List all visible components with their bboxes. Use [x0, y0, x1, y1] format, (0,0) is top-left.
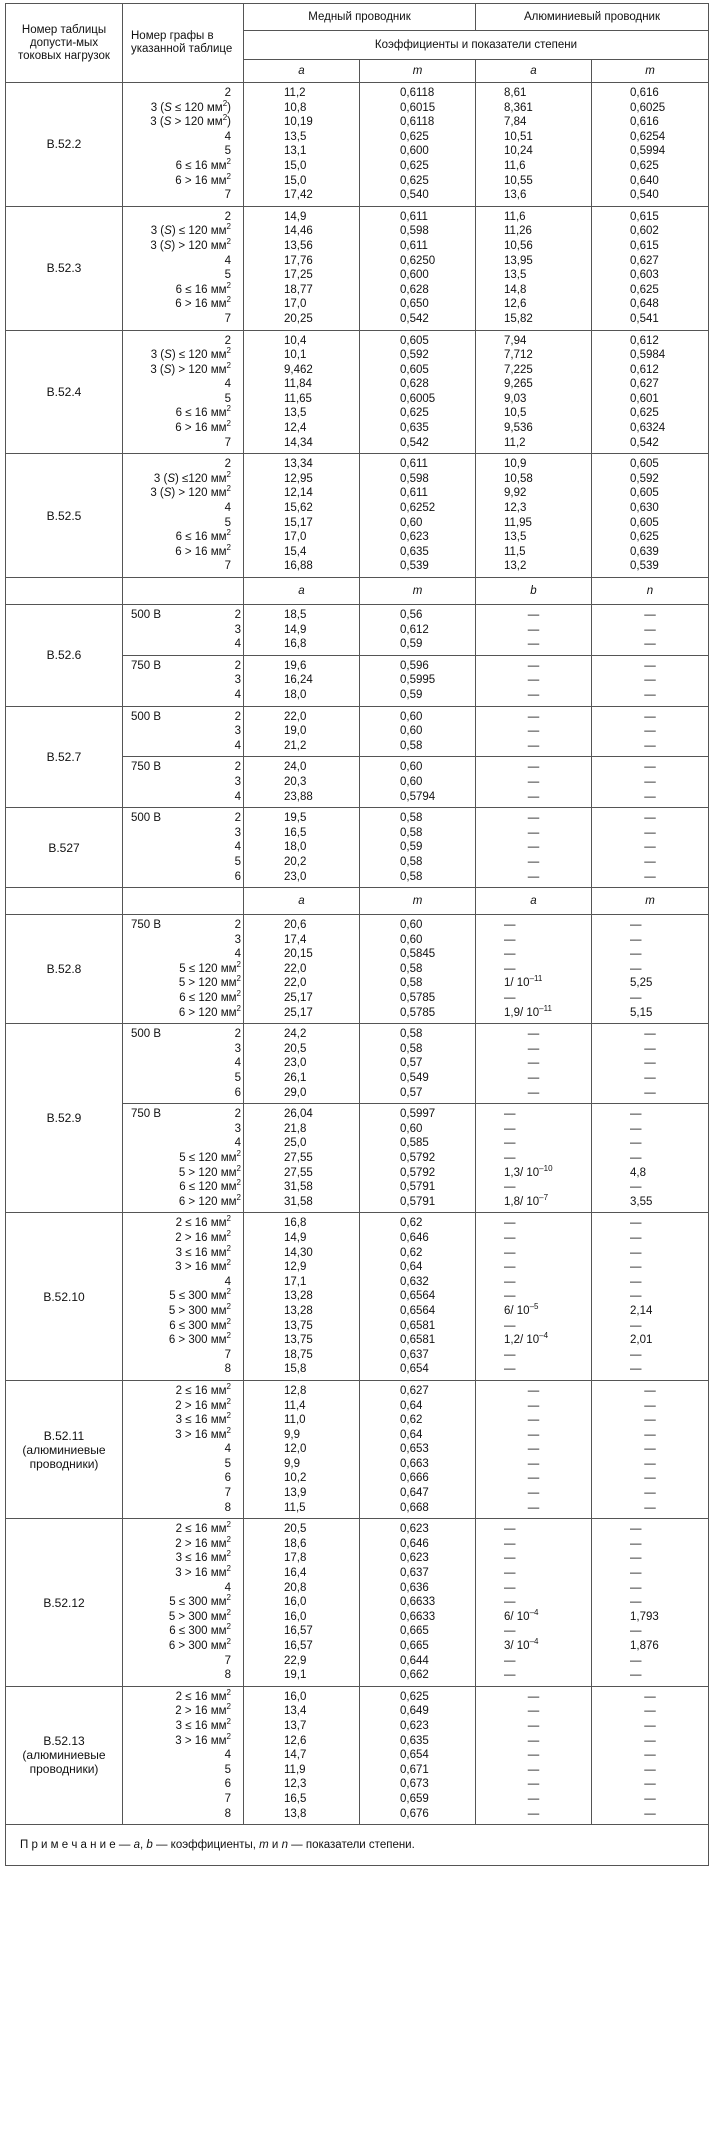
- value-cell: 0,615 0,602 0,615 0,627 0,603 0,625 0,648 0,541: [592, 206, 709, 330]
- header-aluminium-m: m: [592, 60, 709, 83]
- value-cell: 12,8 11,4 11,0 9,9 12,0 9,9 10,2 13,9 11,5: [244, 1380, 360, 1518]
- value-cell: — — —: [476, 706, 592, 757]
- table-row: [6, 915, 709, 1024]
- value-cell: — — — — 1,3/ $10^{-10}$ — 1,8/ $10^{-7}$: [476, 1104, 592, 1213]
- table-row: [6, 1024, 709, 1104]
- value-cell: 0,625 0,649 0,623 0,635 0,654 0,671 0,673 0,659 0,676: [360, 1686, 476, 1824]
- header-aluminium-a: a: [476, 60, 592, 83]
- table-id-cell: B.52.11 (алюминиевые проводники): [6, 1380, 123, 1518]
- value-cell: 0,611 0,598 0,611 0,6252 0,60 0,623 0,635 0,539: [360, 454, 476, 578]
- value-cell: 20,6 17,4 20,15 22,0 22,0 25,17 25,17: [244, 915, 360, 1024]
- value-cell: 10,4 10,1 9,462 11,84 11,65 13,5 12,4 14,34: [244, 330, 360, 454]
- value-cell: 24,0 20,3 23,88: [244, 757, 360, 808]
- subheader-row: [6, 888, 709, 915]
- table-body: [6, 83, 709, 1866]
- column-number-cell: 2 3 (S) ≤ 120 $мм^2$ 3 (S) > 120 $мм^2$ 4 5 6 ≤ 16 $мм^2$ 6 > 16 $мм^2$ 7: [123, 330, 244, 454]
- value-cell: — — —: [592, 757, 709, 808]
- table-id-cell: B.527: [6, 808, 123, 888]
- column-number-cell: 500 В 2 3 4: [123, 605, 244, 656]
- table-id-cell: B.52.3: [6, 206, 123, 330]
- value-cell: 18,5 14,9 16,8: [244, 605, 360, 656]
- value-cell: — — —: [592, 655, 709, 706]
- value-cell: — — — — — — 6/ $10^{-4}$ — 3/ $10^{-4}$ — —: [476, 1519, 592, 1687]
- table-row: [6, 1519, 709, 1687]
- header-table-number: Номер таблицы допусти-мых токовых нагрузок: [6, 4, 123, 83]
- value-cell: — — — — — — — — —: [592, 1686, 709, 1824]
- value-cell: 0,6118 0,6015 0,6118 0,625 0,600 0,625 0,625 0,540: [360, 83, 476, 207]
- table-note: П р и м е ч а н и е — a, b — коэффициенты, m и n — показатели степени.: [6, 1825, 709, 1866]
- table-row: [6, 1380, 709, 1518]
- value-cell: 7,94 7,712 7,225 9,265 9,03 10,5 9,536 11,2: [476, 330, 592, 454]
- column-number-cell: 750 В 2 3 4: [123, 655, 244, 706]
- subheader-symbol: n: [592, 578, 709, 605]
- header-column-number: Номер графы в указанной таблице: [123, 4, 244, 83]
- value-cell: 11,6 11,26 10,56 13,95 13,5 14,8 12,6 15,82: [476, 206, 592, 330]
- table-row: [6, 808, 709, 888]
- table-row: [6, 1686, 709, 1824]
- value-cell: 22,0 19,0 21,2: [244, 706, 360, 757]
- value-cell: 0,62 0,646 0,62 0,64 0,632 0,6564 0,6564 0,6581 0,6581 0,637 0,654: [360, 1213, 476, 1381]
- table-row: [6, 83, 709, 207]
- table-id-cell: B.52.12: [6, 1519, 123, 1687]
- value-cell: — — —: [592, 706, 709, 757]
- column-number-cell: 500 В 2 3 4 5 6: [123, 1024, 244, 1104]
- table-row: [6, 1213, 709, 1381]
- subheader-symbol: a: [244, 888, 360, 915]
- column-number-cell: 500 В 2 3 4 5 6: [123, 808, 244, 888]
- subheader-symbol: m: [360, 888, 476, 915]
- table-id-cell: B.52.13 (алюминиевые проводники): [6, 1686, 123, 1824]
- value-cell: 14,9 14,46 13,56 17,76 17,25 18,77 17,0 20,25: [244, 206, 360, 330]
- value-cell: 13,34 12,95 12,14 15,62 15,17 17,0 15,4 16,88: [244, 454, 360, 578]
- value-cell: 0,605 0,592 0,605 0,630 0,605 0,625 0,639 0,539: [592, 454, 709, 578]
- subheader-symbol: m: [360, 578, 476, 605]
- value-cell: 10,9 10,58 9,92 12,3 11,95 13,5 11,5 13,2: [476, 454, 592, 578]
- header-copper-a: a: [244, 60, 360, 83]
- value-cell: 0,627 0,64 0,62 0,64 0,653 0,663 0,666 0,647 0,668: [360, 1380, 476, 1518]
- value-cell: 0,58 0,58 0,57 0,549 0,57: [360, 1024, 476, 1104]
- column-number-cell: 2 3 (S ≤ 120 $мм^2$) 3 (S > 120 $мм^2$) 4 5 6 ≤ 16 $мм^2$ 6 > 16 $мм^2$ 7: [123, 83, 244, 207]
- subheader-row: [6, 578, 709, 605]
- value-cell: 19,5 16,5 18,0 20,2 23,0: [244, 808, 360, 888]
- subheader-symbol: b: [476, 578, 592, 605]
- column-number-cell: 500 В 2 3 4: [123, 706, 244, 757]
- column-number-cell: 2 ≤ 16 $мм^2$ 2 > 16 $мм^2$ 3 ≤ 16 $мм^2$ 3 > 16 $мм^2$ 4 5 ≤ 300 $мм^2$ 5 > 300 $мм^2$ 6 ≤ 300 $мм^2$ 6 > 300 $мм^2$ 7 8: [123, 1519, 244, 1687]
- table-id-cell: B.52.8: [6, 915, 123, 1024]
- value-cell: 24,2 20,5 23,0 26,1 29,0: [244, 1024, 360, 1104]
- value-cell: 11,2 10,8 10,19 13,5 13,1 15,0 15,0 17,42: [244, 83, 360, 207]
- table-id-cell: B.52.10: [6, 1213, 123, 1381]
- value-cell: — — — — — — — — —: [592, 1380, 709, 1518]
- value-cell: 0,596 0,5995 0,59: [360, 655, 476, 706]
- column-number-cell: 2 ≤ 16 $мм^2$ 2 > 16 $мм^2$ 3 ≤ 16 $мм^2$ 3 > 16 $мм^2$ 4 5 6 7 8: [123, 1686, 244, 1824]
- column-number-cell: 2 3 (S) ≤120 $мм^2$ 3 (S) > 120 $мм^2$ 4 5 6 ≤ 16 $мм^2$ 6 > 16 $мм^2$ 7: [123, 454, 244, 578]
- column-number-cell: 750 В 2 3 4: [123, 757, 244, 808]
- table-row: [6, 330, 709, 454]
- value-cell: — — —: [476, 605, 592, 656]
- value-cell: 0,60 0,60 0,5845 0,58 0,58 0,5785 0,5785: [360, 915, 476, 1024]
- value-cell: — — — — —: [476, 808, 592, 888]
- value-cell: 19,6 16,24 18,0: [244, 655, 360, 706]
- table-id-cell: B.52.2: [6, 83, 123, 207]
- value-cell: — — — — 1/ $10^{-11}$ — 1,9/ $10^{-11}$: [476, 915, 592, 1024]
- column-number-cell: 2 ≤ 16 $мм^2$ 2 > 16 $мм^2$ 3 ≤ 16 $мм^2$ 3 > 16 $мм^2$ 4 5 ≤ 300 $мм^2$ 5 > 300 $мм^2$ 6 ≤ 300 $мм^2$ 6 > 300 $мм^2$ 7 8: [123, 1213, 244, 1381]
- value-cell: — — — — 5,25 — 5,15: [592, 915, 709, 1024]
- table-id-cell: B.52.6: [6, 605, 123, 707]
- value-cell: 0,5997 0,60 0,585 0,5792 0,5792 0,5791 0,5791: [360, 1104, 476, 1213]
- value-cell: — — — — —: [592, 808, 709, 888]
- column-number-cell: 2 3 (S) ≤ 120 $мм^2$ 3 (S) > 120 $мм^2$ 4 5 6 ≤ 16 $мм^2$ 6 > 16 $мм^2$ 7: [123, 206, 244, 330]
- table-row: [6, 706, 709, 757]
- header-coefficients: Коэффициенты и показатели степени: [244, 31, 709, 60]
- table-id-cell: B.52.9: [6, 1024, 123, 1213]
- value-cell: — — —: [476, 655, 592, 706]
- column-number-cell: 750 В 2 3 4 5 ≤ 120 $мм^2$ 5 > 120 $мм^2$ 6 ≤ 120 $мм^2$ 6 > 120 $мм^2$: [123, 915, 244, 1024]
- value-cell: — — — — — — 2,14 — 2,01 — —: [592, 1213, 709, 1381]
- note-row: [6, 1825, 709, 1866]
- value-cell: 16,0 13,4 13,7 12,6 14,7 11,9 12,3 16,5 13,8: [244, 1686, 360, 1824]
- value-cell: 8,61 8,361 7,84 10,51 10,24 11,6 10,55 13,6: [476, 83, 592, 207]
- value-cell: 0,611 0,598 0,611 0,6250 0,600 0,628 0,650 0,542: [360, 206, 476, 330]
- value-cell: 0,616 0,6025 0,616 0,6254 0,5994 0,625 0,640 0,540: [592, 83, 709, 207]
- value-cell: — — — — — — 1,793 — 1,876 — —: [592, 1519, 709, 1687]
- header-copper: Медный проводник: [244, 4, 476, 31]
- column-number-cell: 2 ≤ 16 $мм^2$ 2 > 16 $мм^2$ 3 ≤ 16 $мм^2$ 3 > 16 $мм^2$ 4 5 6 7 8: [123, 1380, 244, 1518]
- table-id-cell: B.52.4: [6, 330, 123, 454]
- value-cell: — — — — — — — — —: [476, 1686, 592, 1824]
- subheader-symbol: a: [244, 578, 360, 605]
- table-row: [6, 206, 709, 330]
- coefficients-table: [5, 3, 709, 1866]
- table-id-cell: B.52.7: [6, 706, 123, 808]
- table-row: [6, 605, 709, 656]
- subheader-symbol: a: [476, 888, 592, 915]
- value-cell: 0,60 0,60 0,58: [360, 706, 476, 757]
- value-cell: — — —: [592, 605, 709, 656]
- subheader-symbol: m: [592, 888, 709, 915]
- value-cell: 0,605 0,592 0,605 0,628 0,6005 0,625 0,635 0,542: [360, 330, 476, 454]
- value-cell: 26,04 21,8 25,0 27,55 27,55 31,58 31,58: [244, 1104, 360, 1213]
- value-cell: 0,623 0,646 0,623 0,637 0,636 0,6633 0,6633 0,665 0,665 0,644 0,662: [360, 1519, 476, 1687]
- value-cell: — — — — —: [592, 1024, 709, 1104]
- document-page: [5, 3, 708, 2125]
- value-cell: — — — — — — 6/ $10^{-5}$ — 1,2/ $10^{-4}$ — —: [476, 1213, 592, 1381]
- value-cell: — — — — 4,8 — 3,55: [592, 1104, 709, 1213]
- value-cell: 0,56 0,612 0,59: [360, 605, 476, 656]
- header-aluminium: Алюминиевый проводник: [476, 4, 709, 31]
- header-copper-m: m: [360, 60, 476, 83]
- table-row: [6, 454, 709, 578]
- value-cell: 20,5 18,6 17,8 16,4 20,8 16,0 16,0 16,57 16,57 22,9 19,1: [244, 1519, 360, 1687]
- value-cell: 16,8 14,9 14,30 12,9 17,1 13,28 13,28 13,75 13,75 18,75 15,8: [244, 1213, 360, 1381]
- value-cell: — — — — — — — — —: [476, 1380, 592, 1518]
- value-cell: 0,58 0,58 0,59 0,58 0,58: [360, 808, 476, 888]
- value-cell: — — — — —: [476, 1024, 592, 1104]
- value-cell: — — —: [476, 757, 592, 808]
- value-cell: 0,60 0,60 0,5794: [360, 757, 476, 808]
- table-id-cell: B.52.5: [6, 454, 123, 578]
- column-number-cell: 750 В 2 3 4 5 ≤ 120 $мм^2$ 5 > 120 $мм^2$ 6 ≤ 120 $мм^2$ 6 > 120 $мм^2$: [123, 1104, 244, 1213]
- value-cell: 0,612 0,5984 0,612 0,627 0,601 0,625 0,6324 0,542: [592, 330, 709, 454]
